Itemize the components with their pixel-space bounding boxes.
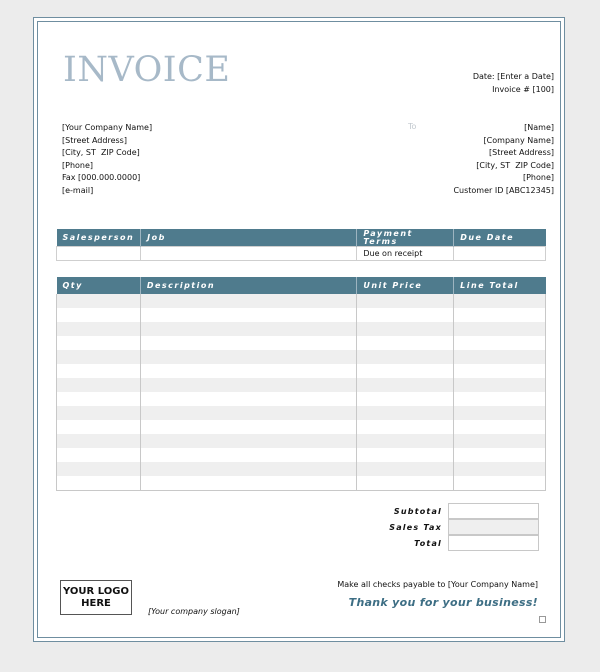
line-total-cell[interactable] [454,420,546,434]
line-total-cell[interactable] [454,364,546,378]
qty-cell[interactable] [57,364,141,378]
from-phone[interactable]: [Phone] [62,160,94,170]
description-cell[interactable] [140,378,357,392]
company-slogan[interactable]: [Your company slogan] [148,607,240,616]
item-row [57,336,546,350]
qty-cell[interactable] [57,350,141,364]
inner-border [37,21,561,638]
to-company[interactable]: [Company Name] [483,135,554,145]
from-company[interactable]: [Your Company Name] [62,123,153,132]
date-field[interactable]: Date: [Enter a Date] [472,72,554,81]
item-row [57,406,546,420]
qty-cell[interactable] [57,448,141,462]
sales-tax-value[interactable] [448,519,539,535]
qty-cell[interactable] [57,336,141,350]
job-cell[interactable] [141,247,357,261]
job-table [56,229,546,261]
to-label: To [408,122,417,131]
line-total-cell[interactable] [454,434,546,448]
unit-price-cell[interactable] [357,350,454,364]
invoice-number-field[interactable]: Invoice # [100] [492,84,554,94]
header-qty: Qty [57,277,141,294]
job-table-header [57,229,546,247]
description-cell[interactable] [140,364,357,378]
line-total-cell[interactable] [454,406,546,420]
unit-price-cell[interactable] [357,448,454,462]
line-total-cell[interactable] [454,308,546,322]
qty-cell[interactable] [57,392,141,406]
from-email[interactable]: [e-mail] [62,185,94,195]
logo-placeholder[interactable] [60,580,132,615]
header-line-total: Line Total [454,277,546,294]
item-row [57,294,546,308]
description-cell[interactable] [140,434,357,448]
unit-price-cell[interactable] [357,476,454,491]
line-total-cell[interactable] [454,448,546,462]
description-cell[interactable] [140,350,357,364]
from-fax[interactable]: Fax [000.000.0000] [62,173,141,182]
item-row [57,448,546,462]
qty-cell[interactable] [57,434,141,448]
unit-price-cell[interactable] [357,392,454,406]
invoice-page [33,17,565,642]
description-cell[interactable] [140,420,357,434]
to-city[interactable]: [City, ST ZIP Code] [476,160,554,170]
unit-price-cell[interactable] [357,434,454,448]
invoice-title: INVOICE [63,50,231,90]
qty-cell[interactable] [57,462,141,476]
description-cell[interactable] [140,392,357,406]
due-date-cell[interactable] [454,247,546,261]
totals-block [356,503,539,551]
items-table [56,277,546,491]
item-row [57,476,546,491]
total-row [356,535,539,551]
qty-cell[interactable] [57,406,141,420]
unit-price-cell[interactable] [357,294,454,308]
header-salesperson: Salesperson [57,229,141,247]
qty-cell[interactable] [57,378,141,392]
job-table-row [57,247,546,261]
item-row [57,322,546,336]
item-row [57,420,546,434]
to-street[interactable]: [Street Address] [489,148,554,157]
item-row [57,350,546,364]
sales-tax-label: Sales Tax [389,522,442,532]
line-total-cell[interactable] [454,378,546,392]
qty-cell[interactable] [57,308,141,322]
subtotal-value[interactable] [448,503,539,519]
customer-id[interactable]: Customer ID [ABC12345] [453,185,554,195]
header-due-date: Due Date [454,229,546,247]
item-row [57,308,546,322]
item-row [57,378,546,392]
qty-cell[interactable] [57,420,141,434]
from-street[interactable]: [Street Address] [62,135,127,145]
to-phone[interactable]: [Phone] [522,173,554,182]
line-total-cell[interactable] [454,462,546,476]
header-job: Job [141,229,357,247]
unit-price-cell[interactable] [357,406,454,420]
items-table-header [57,277,546,294]
unit-price-cell[interactable] [357,420,454,434]
total-label: Total [414,538,442,548]
from-address [62,122,152,197]
description-cell[interactable] [140,448,357,462]
description-cell[interactable] [140,308,357,322]
header-unit-price: Unit Price [357,277,454,294]
description-cell[interactable] [140,406,357,420]
line-total-cell[interactable] [454,476,546,491]
description-cell[interactable] [140,476,357,491]
header-payment-terms: Payment Terms [357,229,454,247]
description-cell[interactable] [140,294,357,308]
qty-cell[interactable] [57,476,141,491]
payable-note: Make all checks payable to [Your Company Name] [337,580,538,589]
description-cell[interactable] [140,322,357,336]
description-cell[interactable] [140,336,357,350]
logo-text-line-2: HERE [81,597,111,609]
qty-cell[interactable] [57,294,141,308]
resize-handle[interactable] [539,616,546,623]
to-address [453,122,554,197]
sales-tax-row [356,519,539,535]
line-total-cell[interactable] [454,350,546,364]
item-row [57,364,546,378]
line-total-cell[interactable] [454,392,546,406]
item-row [57,462,546,476]
payment-terms-cell[interactable]: Due on receipt [357,247,454,261]
unit-price-cell[interactable] [357,308,454,322]
total-value[interactable] [448,535,539,551]
subtotal-label: Subtotal [393,506,442,516]
unit-price-cell[interactable] [357,364,454,378]
subtotal-row [356,503,539,519]
logo-text-line-1: YOUR LOGO [63,585,129,597]
item-row [57,434,546,448]
unit-price-cell[interactable] [357,322,454,336]
invoice-meta [473,71,554,96]
unit-price-cell[interactable] [357,378,454,392]
unit-price-cell[interactable] [357,462,454,476]
thank-you-note: Thank you for your business! [348,596,538,609]
to-name[interactable]: [Name] [524,123,554,132]
qty-cell[interactable] [57,322,141,336]
logo-text [63,586,129,610]
line-total-cell[interactable] [454,322,546,336]
description-cell[interactable] [140,462,357,476]
item-row [57,392,546,406]
unit-price-cell[interactable] [357,336,454,350]
line-total-cell[interactable] [454,294,546,308]
line-total-cell[interactable] [454,336,546,350]
salesperson-cell[interactable] [57,247,141,261]
header-description: Description [140,277,357,294]
from-city[interactable]: [City, ST ZIP Code] [62,148,140,157]
